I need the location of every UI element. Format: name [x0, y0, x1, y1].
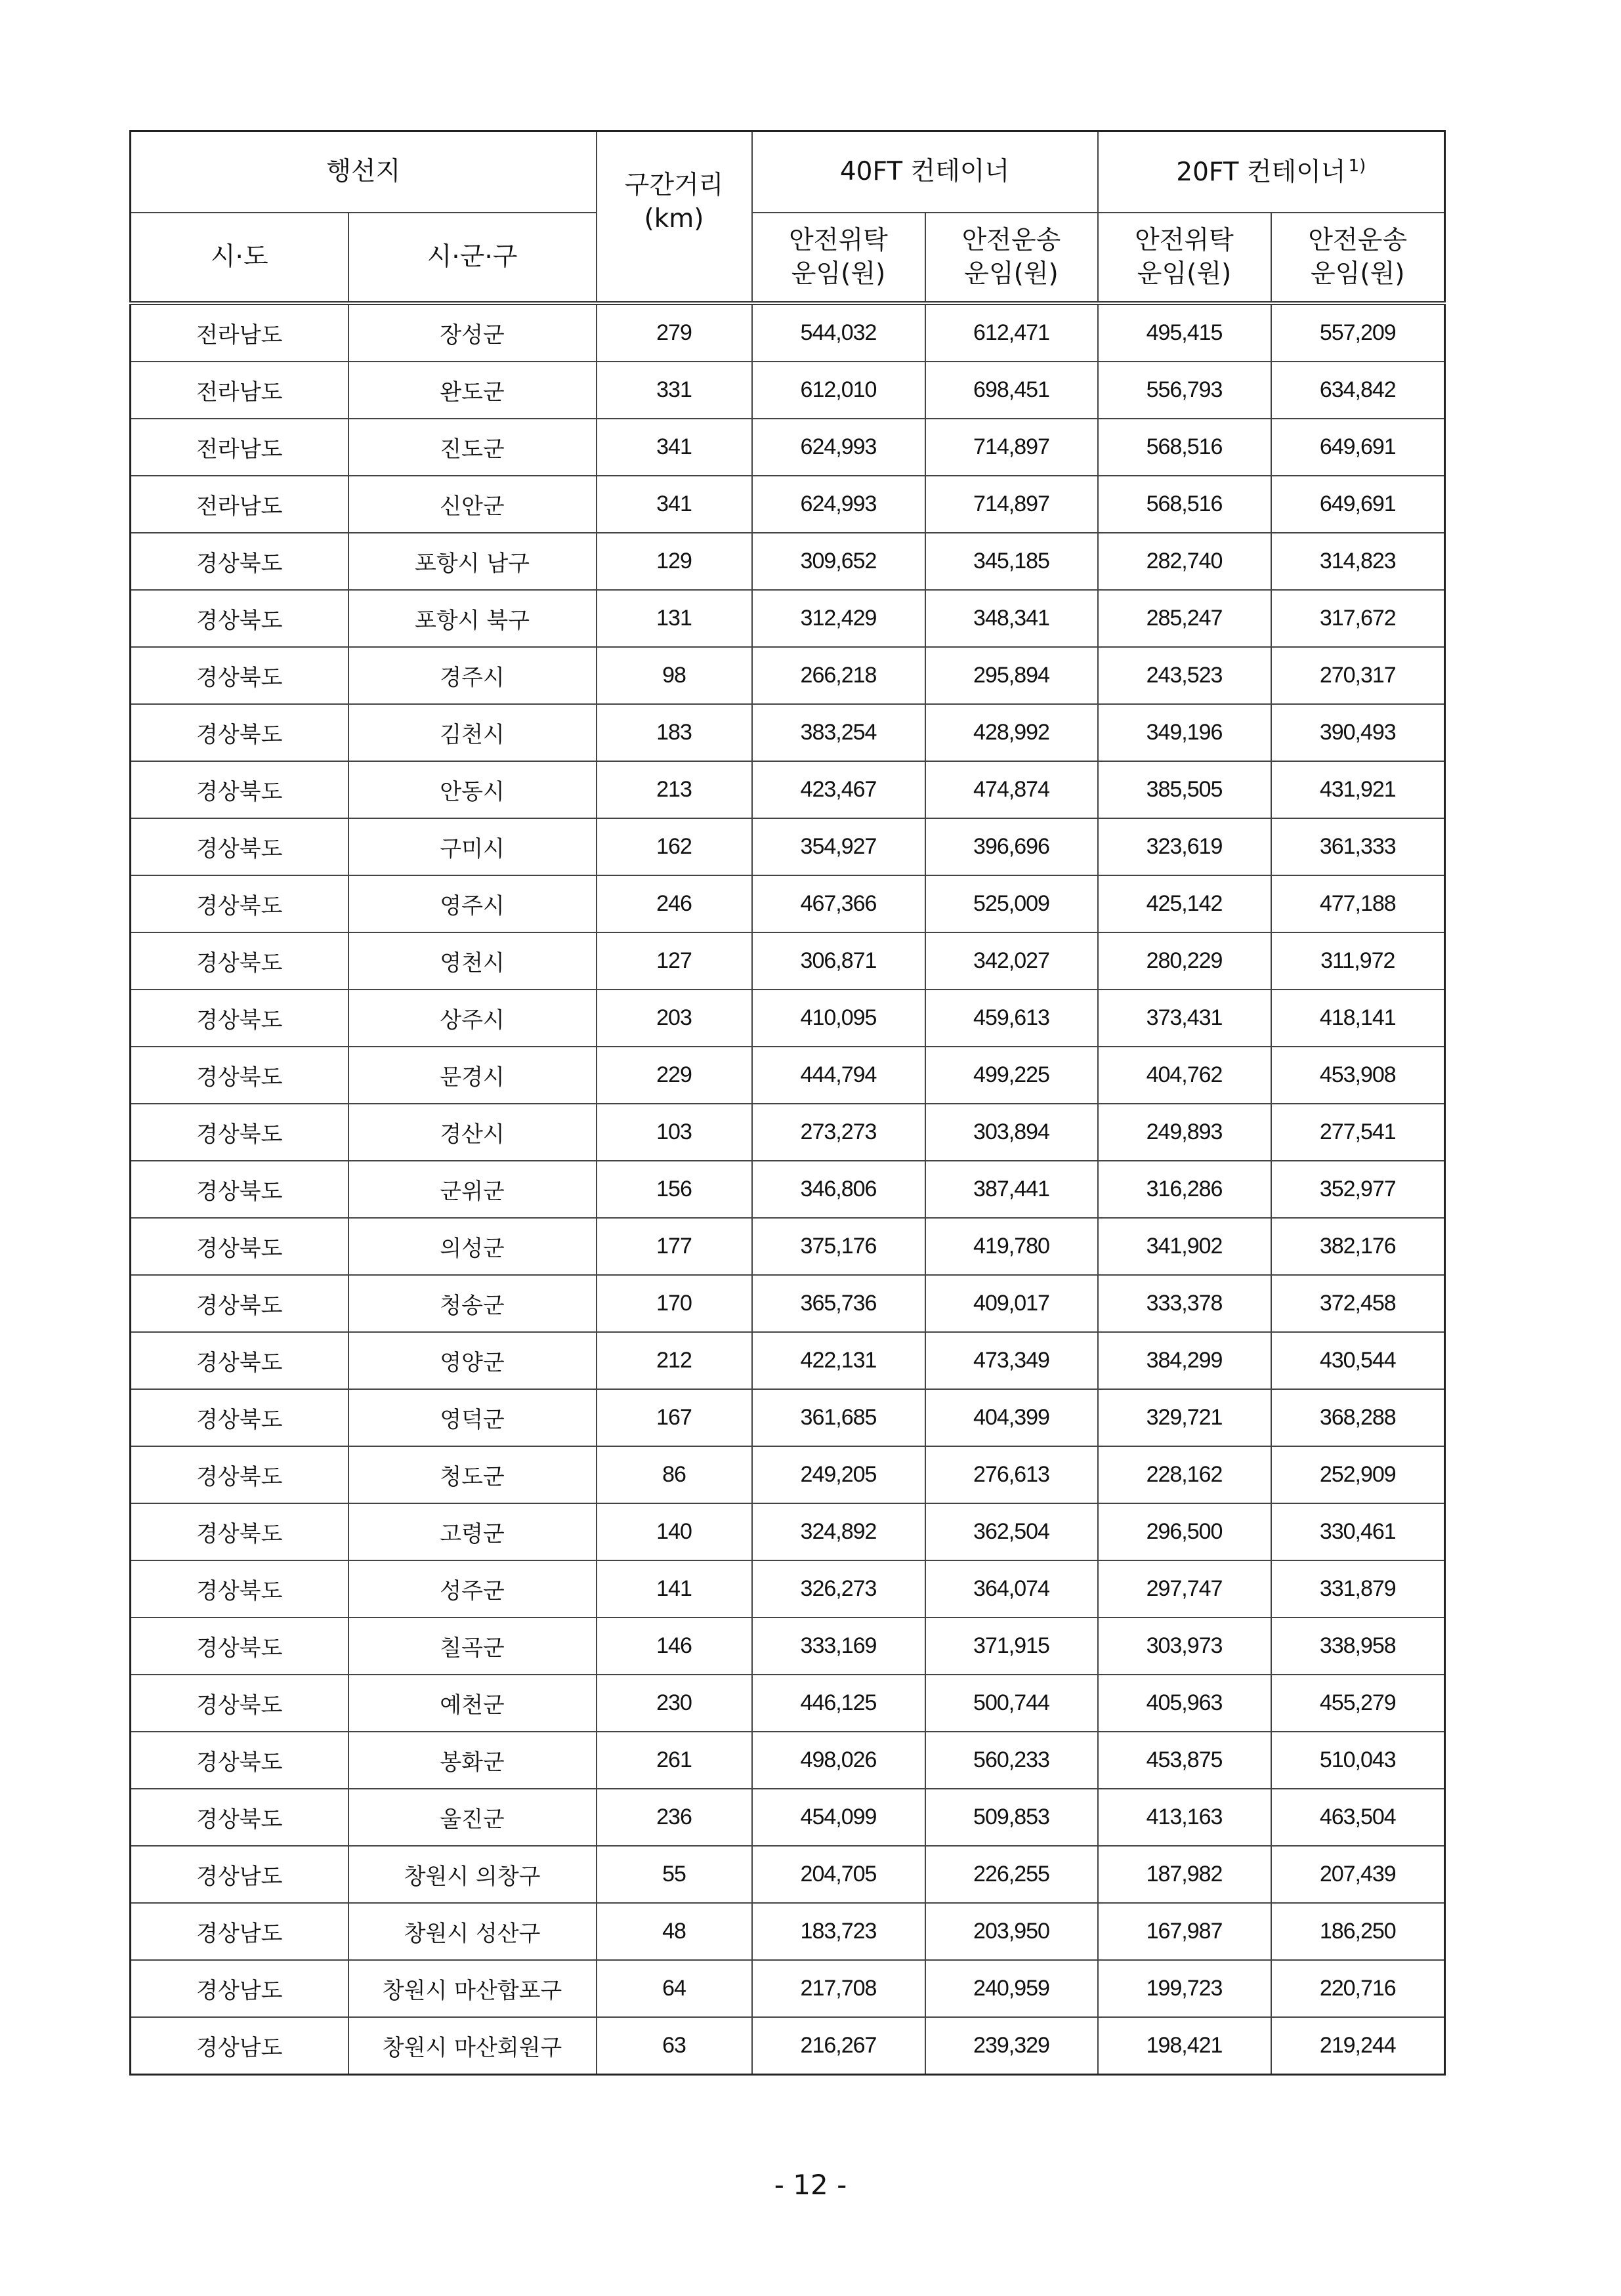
province-cell: 경상북도	[131, 1389, 348, 1446]
distance-cell: 167	[597, 1389, 752, 1446]
ft20-transport-rate-cell: 455,279	[1271, 1675, 1445, 1732]
table-row	[131, 2017, 1445, 2075]
table-row	[131, 1218, 1445, 1275]
ft20-footnote-mark: 1)	[1348, 156, 1366, 176]
ft20-consign-rate-cell: 333,378	[1098, 1275, 1271, 1332]
ft20-transport-rate-cell: 368,288	[1271, 1389, 1445, 1446]
distance-cell: 162	[597, 818, 752, 875]
table-row	[131, 419, 1445, 476]
ft40-transport-rate-cell: 499,225	[925, 1047, 1098, 1104]
distance-cell: 229	[597, 1047, 752, 1104]
table-row	[131, 818, 1445, 875]
ft40-transport-rate-cell: 419,780	[925, 1218, 1098, 1275]
table-row	[131, 1846, 1445, 1903]
table-row	[131, 1960, 1445, 2017]
ft20-consign-rate-cell: 405,963	[1098, 1675, 1271, 1732]
ft20-consign-rate-cell: 187,982	[1098, 1846, 1271, 1903]
province-cell: 경상북도	[131, 1675, 348, 1732]
distance-header	[597, 131, 752, 304]
ft20-consign-rate-cell: 303,973	[1098, 1618, 1271, 1675]
ft40-consign-rate-cell: 612,010	[752, 362, 925, 419]
ft40-transport-rate-cell: 474,874	[925, 761, 1098, 818]
ft40-transport-rate-cell: 364,074	[925, 1560, 1098, 1618]
table-row	[131, 1047, 1445, 1104]
table-row	[131, 875, 1445, 932]
ft20-consign-rate-cell: 329,721	[1098, 1389, 1271, 1446]
ft20-transport-rate-cell: 330,461	[1271, 1503, 1445, 1560]
ft40-transport-rate-cell: 459,613	[925, 990, 1098, 1047]
province-cell: 전라남도	[131, 362, 348, 419]
ft20-consign-rate-cell: 384,299	[1098, 1332, 1271, 1389]
ft40-consign-rate-cell: 624,993	[752, 476, 925, 533]
table-row	[131, 1560, 1445, 1618]
ft20-transport-rate-cell: 317,672	[1271, 590, 1445, 647]
province-cell: 경상북도	[131, 647, 348, 704]
ft20-transport-rate-cell: 431,921	[1271, 761, 1445, 818]
distance-cell: 213	[597, 761, 752, 818]
province-cell: 경상북도	[131, 1332, 348, 1389]
table-row	[131, 1332, 1445, 1389]
city-cell: 창원시 성산구	[348, 1903, 597, 1960]
table-row	[131, 533, 1445, 590]
ft20-consign-rate-cell: 349,196	[1098, 704, 1271, 761]
ft20-transport-rate-cell: 361,333	[1271, 818, 1445, 875]
ft40-transport-rate-cell: 203,950	[925, 1903, 1098, 1960]
province-cell: 전라남도	[131, 476, 348, 533]
ft40-transport-rate-cell: 362,504	[925, 1503, 1098, 1560]
city-cell: 군위군	[348, 1161, 597, 1218]
province-header: 시·도	[131, 213, 348, 303]
ft20-transport-rate-cell: 331,879	[1271, 1560, 1445, 1618]
table-row	[131, 647, 1445, 704]
distance-cell: 64	[597, 1960, 752, 2017]
province-cell: 경상남도	[131, 1903, 348, 1960]
ft40-consign-rate-cell: 375,176	[752, 1218, 925, 1275]
ft40-transport-rate-cell: 345,185	[925, 533, 1098, 590]
city-cell: 영양군	[348, 1332, 597, 1389]
ft20-transport-rate-cell: 430,544	[1271, 1332, 1445, 1389]
city-cell: 영천시	[348, 932, 597, 990]
ft40-transport-rate-header: 안전운송 운임(원)	[925, 213, 1098, 303]
table-row	[131, 476, 1445, 533]
table-row	[131, 1903, 1445, 1960]
city-cell: 고령군	[348, 1503, 597, 1560]
ft40-transport-rate-cell: 509,853	[925, 1789, 1098, 1846]
ft40-transport-rate-cell: 714,897	[925, 419, 1098, 476]
table-row	[131, 932, 1445, 990]
city-cell: 신안군	[348, 476, 597, 533]
distance-cell: 203	[597, 990, 752, 1047]
city-cell: 김천시	[348, 704, 597, 761]
province-cell: 경상북도	[131, 818, 348, 875]
ft40-consign-rate-cell: 446,125	[752, 1675, 925, 1732]
distance-cell: 146	[597, 1618, 752, 1675]
city-cell: 문경시	[348, 1047, 597, 1104]
province-cell: 경상북도	[131, 1446, 348, 1503]
distance-cell: 48	[597, 1903, 752, 1960]
table-row	[131, 1161, 1445, 1218]
distance-cell: 261	[597, 1732, 752, 1789]
city-header: 시·군·구	[348, 213, 597, 303]
ft40-consign-rate-cell: 354,927	[752, 818, 925, 875]
ft40-transport-rate-cell: 239,329	[925, 2017, 1098, 2075]
ft40-consign-rate-cell: 326,273	[752, 1560, 925, 1618]
ft20-transport-rate-cell: 220,716	[1271, 1960, 1445, 2017]
distance-cell: 129	[597, 533, 752, 590]
ft20-consign-rate-cell: 385,505	[1098, 761, 1271, 818]
ft20-transport-rate-cell: 314,823	[1271, 533, 1445, 590]
ft40-consign-rate-cell: 273,273	[752, 1104, 925, 1161]
city-cell: 포항시 북구	[348, 590, 597, 647]
ft40-consign-rate-cell: 410,095	[752, 990, 925, 1047]
ft40-consign-rate-cell: 312,429	[752, 590, 925, 647]
ft20-consign-rate-cell: 323,619	[1098, 818, 1271, 875]
ft20-transport-rate-cell: 277,541	[1271, 1104, 1445, 1161]
ft40-transport-rate-cell: 698,451	[925, 362, 1098, 419]
ft40-consign-rate-cell: 365,736	[752, 1275, 925, 1332]
table-row	[131, 1446, 1445, 1503]
ft20-consign-rate-cell: 243,523	[1098, 647, 1271, 704]
city-cell: 경주시	[348, 647, 597, 704]
city-cell: 창원시 의창구	[348, 1846, 597, 1903]
ft20-transport-rate-cell: 270,317	[1271, 647, 1445, 704]
ft40-transport-rate-cell: 714,897	[925, 476, 1098, 533]
table-row	[131, 1675, 1445, 1732]
page-number: - 12 -	[774, 2169, 847, 2201]
distance-cell: 98	[597, 647, 752, 704]
ft40-transport-rate-cell: 295,894	[925, 647, 1098, 704]
ft40-consign-rate-cell: 444,794	[752, 1047, 925, 1104]
distance-cell: 86	[597, 1446, 752, 1503]
ft40-transport-rate-cell: 342,027	[925, 932, 1098, 990]
ft20-consign-rate-cell: 373,431	[1098, 990, 1271, 1047]
ft40-consign-rate-cell: 423,467	[752, 761, 925, 818]
table-row	[131, 1618, 1445, 1675]
city-cell: 성주군	[348, 1560, 597, 1618]
ft40-transport-rate-cell: 428,992	[925, 704, 1098, 761]
ft20-consign-rate-header: 안전위탁 운임(원)	[1098, 213, 1271, 303]
ft40-consign-rate-cell: 266,218	[752, 647, 925, 704]
distance-cell: 212	[597, 1332, 752, 1389]
ft20-consign-rate-cell: 495,415	[1098, 303, 1271, 362]
distance-cell: 177	[597, 1218, 752, 1275]
ft40-transport-rate-cell: 500,744	[925, 1675, 1098, 1732]
ft20-transport-rate-cell: 453,908	[1271, 1047, 1445, 1104]
province-cell: 경상북도	[131, 1161, 348, 1218]
ft40-consign-rate-cell: 361,685	[752, 1389, 925, 1446]
ft20-consign-rate-cell: 453,875	[1098, 1732, 1271, 1789]
ft40-transport-rate-cell: 612,471	[925, 303, 1098, 362]
province-cell: 경상북도	[131, 1732, 348, 1789]
ft20-consign-rate-cell: 228,162	[1098, 1446, 1271, 1503]
ft20-transport-rate-cell: 382,176	[1271, 1218, 1445, 1275]
table-row	[131, 704, 1445, 761]
city-cell: 창원시 마산합포구	[348, 1960, 597, 2017]
ft20-transport-rate-cell: 634,842	[1271, 362, 1445, 419]
distance-cell: 183	[597, 704, 752, 761]
city-cell: 울진군	[348, 1789, 597, 1846]
ft20-transport-rate-cell: 390,493	[1271, 704, 1445, 761]
city-cell: 청도군	[348, 1446, 597, 1503]
ft40-consign-rate-cell: 324,892	[752, 1503, 925, 1560]
ft20-consign-rate-cell: 249,893	[1098, 1104, 1271, 1161]
ft20-transport-rate-cell: 418,141	[1271, 990, 1445, 1047]
ft40-consign-rate-cell: 217,708	[752, 1960, 925, 2017]
province-cell: 경상북도	[131, 1218, 348, 1275]
ft40-consign-rate-cell: 383,254	[752, 704, 925, 761]
ft20-consign-rate-cell: 556,793	[1098, 362, 1271, 419]
ft20-header-text: 20FT 컨테이너	[1176, 157, 1346, 187]
province-cell: 경상북도	[131, 704, 348, 761]
ft40-consign-rate-cell: 544,032	[752, 303, 925, 362]
province-cell: 경상남도	[131, 1846, 348, 1903]
distance-cell: 55	[597, 1846, 752, 1903]
ft20-transport-rate-cell: 352,977	[1271, 1161, 1445, 1218]
city-cell: 영덕군	[348, 1389, 597, 1446]
ft20-transport-rate-cell: 557,209	[1271, 303, 1445, 362]
distance-cell: 127	[597, 932, 752, 990]
distance-cell: 331	[597, 362, 752, 419]
ft20-transport-rate-cell: 186,250	[1271, 1903, 1445, 1960]
ft20-transport-rate-cell: 649,691	[1271, 419, 1445, 476]
ft20-transport-rate-cell: 649,691	[1271, 476, 1445, 533]
ft20-transport-rate-cell: 311,972	[1271, 932, 1445, 990]
distance-header-text: 구간거리 (km)	[624, 170, 724, 234]
ft40-transport-rate-cell: 226,255	[925, 1846, 1098, 1903]
table-row	[131, 590, 1445, 647]
ft20-consign-rate-cell: 341,902	[1098, 1218, 1271, 1275]
ft20-transport-rate-cell: 219,244	[1271, 2017, 1445, 2075]
distance-cell: 246	[597, 875, 752, 932]
ft20-transport-rate-header: 안전운송 운임(원)	[1271, 213, 1445, 303]
province-cell: 경상북도	[131, 932, 348, 990]
ft20-transport-rate-cell: 207,439	[1271, 1846, 1445, 1903]
freight-rate-table	[129, 130, 1446, 2076]
province-cell: 경상남도	[131, 2017, 348, 2075]
ft40-transport-rate-cell: 276,613	[925, 1446, 1098, 1503]
ft40-transport-rate-cell: 387,441	[925, 1161, 1098, 1218]
ft40-consign-rate-cell: 333,169	[752, 1618, 925, 1675]
ft20-transport-rate-cell: 252,909	[1271, 1446, 1445, 1503]
city-cell: 상주시	[348, 990, 597, 1047]
table-row	[131, 303, 1445, 362]
city-cell: 구미시	[348, 818, 597, 875]
province-cell: 경상남도	[131, 1960, 348, 2017]
city-cell: 봉화군	[348, 1732, 597, 1789]
table-row	[131, 1275, 1445, 1332]
ft20-consign-rate-cell: 167,987	[1098, 1903, 1271, 1960]
province-cell: 경상북도	[131, 1560, 348, 1618]
ft20-consign-rate-cell: 425,142	[1098, 875, 1271, 932]
ft40-transport-rate-cell: 404,399	[925, 1389, 1098, 1446]
distance-cell: 131	[597, 590, 752, 647]
table-row	[131, 761, 1445, 818]
ft20-consign-rate-cell: 296,500	[1098, 1503, 1271, 1560]
city-cell: 예천군	[348, 1675, 597, 1732]
distance-cell: 156	[597, 1161, 752, 1218]
table-row	[131, 1389, 1445, 1446]
ft20-consign-rate-cell: 568,516	[1098, 419, 1271, 476]
ft40-consign-rate-cell: 183,723	[752, 1903, 925, 1960]
city-cell: 경산시	[348, 1104, 597, 1161]
province-cell: 경상북도	[131, 761, 348, 818]
city-cell: 의성군	[348, 1218, 597, 1275]
ft20-consign-rate-cell: 568,516	[1098, 476, 1271, 533]
city-cell: 완도군	[348, 362, 597, 419]
ft40-consign-rate-cell: 454,099	[752, 1789, 925, 1846]
ft40-header: 40FT 컨테이너	[752, 131, 1098, 213]
ft40-transport-rate-cell: 240,959	[925, 1960, 1098, 2017]
city-cell: 영주시	[348, 875, 597, 932]
ft40-consign-rate-cell: 422,131	[752, 1332, 925, 1389]
city-cell: 청송군	[348, 1275, 597, 1332]
province-cell: 전라남도	[131, 419, 348, 476]
province-cell: 경상북도	[131, 1047, 348, 1104]
ft20-consign-rate-cell: 198,421	[1098, 2017, 1271, 2075]
city-cell: 칠곡군	[348, 1618, 597, 1675]
distance-cell: 170	[597, 1275, 752, 1332]
city-cell: 장성군	[348, 303, 597, 362]
city-cell: 포항시 남구	[348, 533, 597, 590]
ft40-consign-rate-cell: 309,652	[752, 533, 925, 590]
distance-cell: 140	[597, 1503, 752, 1560]
ft40-consign-rate-cell: 249,205	[752, 1446, 925, 1503]
ft20-transport-rate-cell: 372,458	[1271, 1275, 1445, 1332]
ft20-consign-rate-cell: 285,247	[1098, 590, 1271, 647]
province-cell: 경상북도	[131, 1503, 348, 1560]
table-row	[131, 1732, 1445, 1789]
ft20-transport-rate-cell: 463,504	[1271, 1789, 1445, 1846]
ft40-transport-rate-cell: 560,233	[925, 1732, 1098, 1789]
province-cell: 경상북도	[131, 1275, 348, 1332]
ft40-consign-rate-cell: 306,871	[752, 932, 925, 990]
ft20-transport-rate-cell: 510,043	[1271, 1732, 1445, 1789]
ft20-consign-rate-cell: 282,740	[1098, 533, 1271, 590]
province-cell: 경상북도	[131, 1618, 348, 1675]
ft20-consign-rate-cell: 297,747	[1098, 1560, 1271, 1618]
ft40-consign-rate-cell: 624,993	[752, 419, 925, 476]
header-row-1	[131, 131, 1445, 213]
province-cell: 경상북도	[131, 590, 348, 647]
table-row	[131, 1104, 1445, 1161]
table-body	[131, 303, 1445, 2075]
province-cell: 경상북도	[131, 990, 348, 1047]
ft40-consign-rate-cell: 498,026	[752, 1732, 925, 1789]
ft40-consign-rate-cell: 216,267	[752, 2017, 925, 2075]
distance-cell: 236	[597, 1789, 752, 1846]
destination-header: 행선지	[131, 131, 597, 213]
ft20-transport-rate-cell: 477,188	[1271, 875, 1445, 932]
table-row	[131, 1503, 1445, 1560]
distance-cell: 341	[597, 476, 752, 533]
ft40-transport-rate-cell: 303,894	[925, 1104, 1098, 1161]
ft40-consign-rate-cell: 346,806	[752, 1161, 925, 1218]
distance-cell: 341	[597, 419, 752, 476]
province-cell: 경상북도	[131, 1104, 348, 1161]
city-cell: 안동시	[348, 761, 597, 818]
ft20-transport-rate-cell: 338,958	[1271, 1618, 1445, 1675]
ft40-transport-rate-cell: 371,915	[925, 1618, 1098, 1675]
province-cell: 경상북도	[131, 1789, 348, 1846]
header-row-2	[131, 213, 1445, 303]
ft40-transport-rate-cell: 396,696	[925, 818, 1098, 875]
province-cell: 전라남도	[131, 303, 348, 362]
distance-cell: 230	[597, 1675, 752, 1732]
ft20-consign-rate-cell: 413,163	[1098, 1789, 1271, 1846]
ft20-header	[1098, 131, 1445, 213]
ft40-transport-rate-cell: 348,341	[925, 590, 1098, 647]
distance-cell: 63	[597, 2017, 752, 2075]
ft20-consign-rate-cell: 404,762	[1098, 1047, 1271, 1104]
ft40-transport-rate-cell: 525,009	[925, 875, 1098, 932]
ft40-transport-rate-cell: 473,349	[925, 1332, 1098, 1389]
table-row	[131, 1789, 1445, 1846]
city-cell: 창원시 마산회원구	[348, 2017, 597, 2075]
province-cell: 경상북도	[131, 533, 348, 590]
distance-cell: 279	[597, 303, 752, 362]
ft40-consign-rate-cell: 204,705	[752, 1846, 925, 1903]
ft40-transport-rate-cell: 409,017	[925, 1275, 1098, 1332]
city-cell: 진도군	[348, 419, 597, 476]
table-row	[131, 362, 1445, 419]
ft20-consign-rate-cell: 199,723	[1098, 1960, 1271, 2017]
province-cell: 경상북도	[131, 875, 348, 932]
distance-cell: 141	[597, 1560, 752, 1618]
ft20-consign-rate-cell: 316,286	[1098, 1161, 1271, 1218]
distance-cell: 103	[597, 1104, 752, 1161]
ft40-consign-rate-cell: 467,366	[752, 875, 925, 932]
ft40-consign-rate-header: 안전위탁 운임(원)	[752, 213, 925, 303]
table-row	[131, 990, 1445, 1047]
ft20-consign-rate-cell: 280,229	[1098, 932, 1271, 990]
